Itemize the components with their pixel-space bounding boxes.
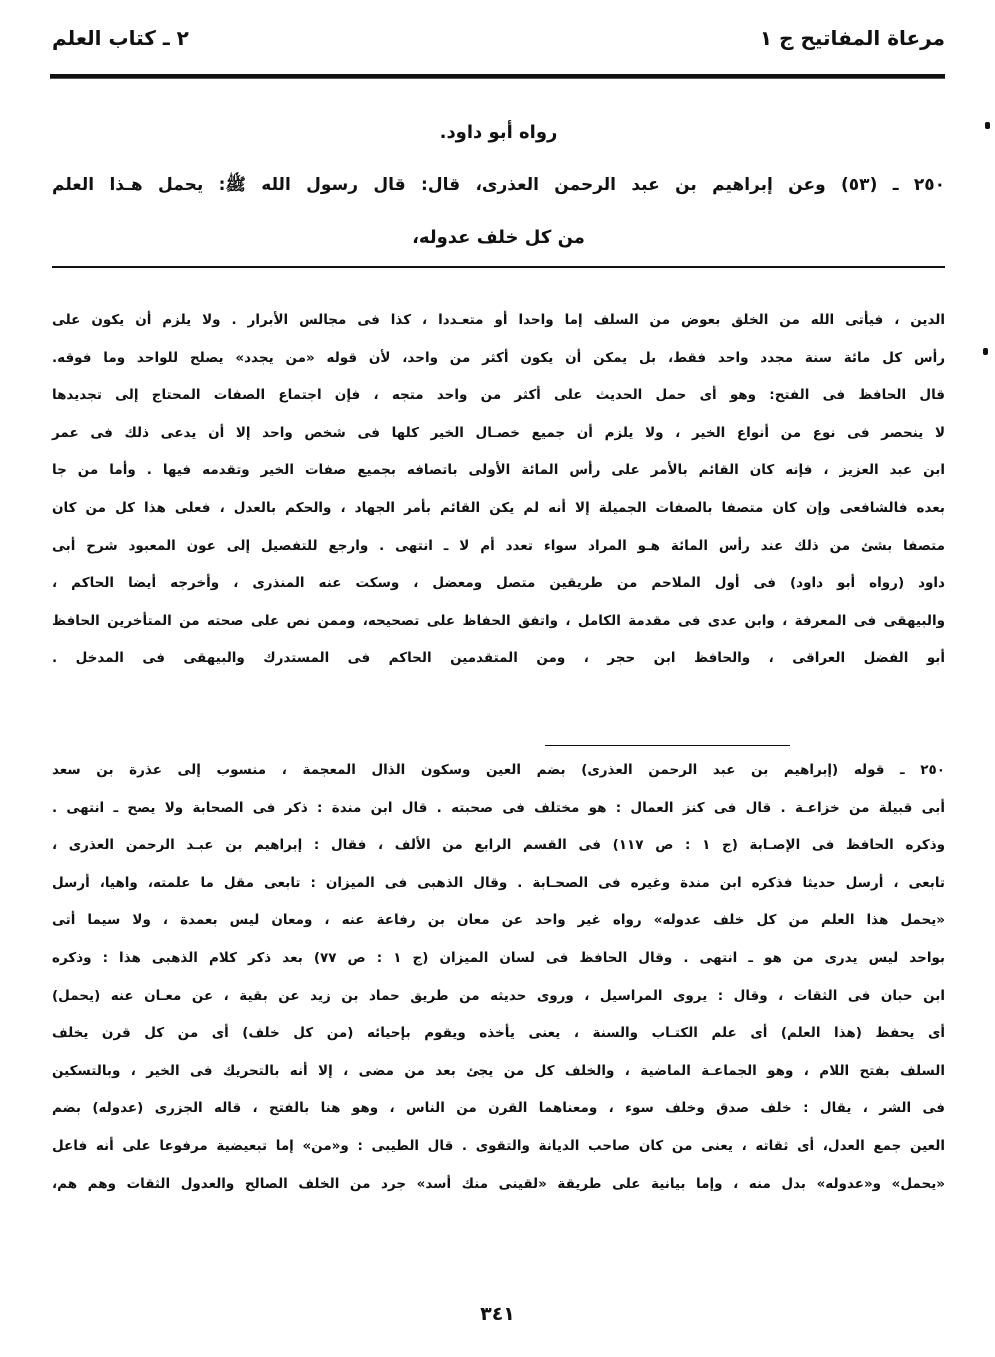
commentary-line: «يحمل هذا العلم من كل خلف عدوله» رواه غير واحد عن معان بن رفاعة عنه ، ومعان ليس بعمدة ، ولا سيما أتى bbox=[52, 912, 945, 929]
chapter-title: ٢ ـ كتاب العلم bbox=[52, 26, 189, 50]
commentary-line: السلف بفتح اللام ، وهو الجماعـة الماضية ، والخلف كل من يجئ بعد من مضى ، إلا أنه بالتحريك فى الخير ، وبالتسكين bbox=[52, 1062, 945, 1079]
commentary-line: ٢٥٠ ـ قوله (إبراهيم بن عبد الرحمن العذرى) بضم العين وسكون الذال المعجمة ، منسوب إلى عذرة بن سعد bbox=[52, 762, 945, 778]
commentary-line: بواحد ليس يدرى من هو ـ انتهى . وقال الحافظ فى لسان الميزان (ج ١ : ص ٧٧) بعد ذكر كلام الذهبى هذا : وذكره bbox=[52, 950, 945, 966]
commentary-line: «يحمل» و«عدوله» بدل منه ، وإما بيانية على طريقة «لقينى منك أسد» جرد من الخلف الصالح والعدول الثقات وهم هم، bbox=[52, 1175, 945, 1192]
commentary-line: لا ينحصر فى نوع من أنواع الخير ، ولا يلزم أن جميع خصـال الخير كلها فى شخص واحد إلا أن يدعى ذلك فى عمر bbox=[52, 424, 945, 441]
hadith-line: ٢٥٠ ـ (٥٣) وعن إبراهيم بن عبد الرحمن العذرى، قال: قال رسول الله ﷺ: يحمل هـذا العلم bbox=[52, 175, 946, 195]
hadith-line: من كل خلف عدوله، bbox=[412, 227, 585, 248]
matn-separator bbox=[52, 266, 945, 268]
commentary-line: أبو الفضل العراقى ، والحافظ ابن حجر ، ومن المتقدمين الحاكم فى المستدرك والبيهقى فى المدخل . bbox=[52, 650, 945, 667]
commentary-line: داود (رواه أبو داود) فى أول الملاحم من طريقين متصل ومعضل ، وسكت عنه المنذرى ، وأخرجه أيضا الحاكم ، bbox=[52, 575, 945, 592]
commentary-line: العين جمع العدل، أى ثقاته ، يعنى من كان صاحب الديانة والتقوى . قال الطيبى : و«من» إما تبعيضية مرفوعا على أنه فاعل bbox=[52, 1138, 945, 1154]
commentary-line: ابن حبان فى الثقات ، وقال : يروى المراسيل ، وروى حديثه من طريق حماد بن زيد عن بقية ، عن معـان عنه (يحمل) bbox=[52, 987, 945, 1004]
running-header bbox=[52, 22, 945, 62]
page-number: ٣٤١ bbox=[480, 1303, 515, 1325]
commentary-line: أبى قبيلة من خزاعـة . قال فى كنز العمال : هو مختلف فى صحبته . قال ابن مندة : ذكر فى الصحابة ولا يصح ـ انتهى . bbox=[52, 799, 945, 816]
commentary-line: أى يحفظ (هذا العلم) أى علم الكتـاب والسنة ، يعنى يأخذه ويقوم بإحيائه (من كل خلف) أى من كل قرن يخلف bbox=[52, 1025, 945, 1042]
commentary-line: وذكره الحافظ فى الإصـابة (ج ١ : ص ١١٧) فى القسم الرابع من الألف ، فقال : إبراهيم بن عبـد الرحمن العذرى ، bbox=[52, 837, 946, 854]
commentary-line: والبيهقى فى المعرفة ، وابن عدى فى مقدمة الكامل ، واتفق الحفاظ على تصحيحه، وممن نص على صحته من المتأخرين الحافظ bbox=[52, 612, 945, 629]
commentary-line: فى الشر ، يقال : خلف صدق وخلف سوء ، ومعناهما القرن من الناس ، وهو هنا بالفتح ، قاله الجزرى (عدوله) بضم bbox=[52, 1100, 945, 1117]
commentary-line: الدين ، فيأتى الله من الخلق بعوض من السلف إما واحدا أو متعـددا ، كذا فى مجالس الأبرار . ولا يلزم أن يكون على bbox=[52, 312, 945, 328]
commentary-line: متصفا بشئ من ذلك عند رأس المائة هـو المراد سواء تعدد أم لا ـ انتهى . وارجع للتفصيل إلى عون المعبود شرح أبى bbox=[52, 537, 945, 554]
commentary-line: رأس كل مائة سنة مجدد واحد فقط، بل يمكن أن يكون أكثر من واحد، لأن قوله «من يجدد» يصلح للواحد وما فوقه. bbox=[52, 349, 945, 366]
book-title: مرعاة المفاتيح ج ١ bbox=[759, 26, 945, 50]
commentary-line: تابعى ، أرسل حديثا فذكره ابن مندة وغيره فى الصحـابة . وقال الذهبى فى الميزان : تابعى مقل ما علمته، واهيا، أرسل bbox=[52, 874, 945, 891]
commentary-line: ابن عبد العزيز ، فإنه كان القائم بالأمر على رأس المائة الأولى باتصافه بجميع صفات الخير وتقدمه فيها . وأما من جا bbox=[52, 462, 945, 479]
commentary-line: بعده فالشافعى وإن كان متصفا بالصفات الجميلة إلا أنه لم يكن القائم بأمر الجهاد ، والحكم بالعدل ، فعلى هذا كل من كان bbox=[52, 500, 945, 516]
scan-speck bbox=[985, 122, 990, 129]
section-separator bbox=[545, 745, 790, 746]
commentary-line: قال الحافظ فى الفتح: وهو أى حمل الحديث على أكثر من واحد متجه ، فإن اجتماع الصفات المحتاج إلى تجديدها bbox=[52, 387, 945, 404]
narrator-note: رواه أبو داود. bbox=[439, 122, 558, 143]
scan-speck bbox=[983, 348, 988, 355]
header-rule bbox=[50, 74, 945, 79]
